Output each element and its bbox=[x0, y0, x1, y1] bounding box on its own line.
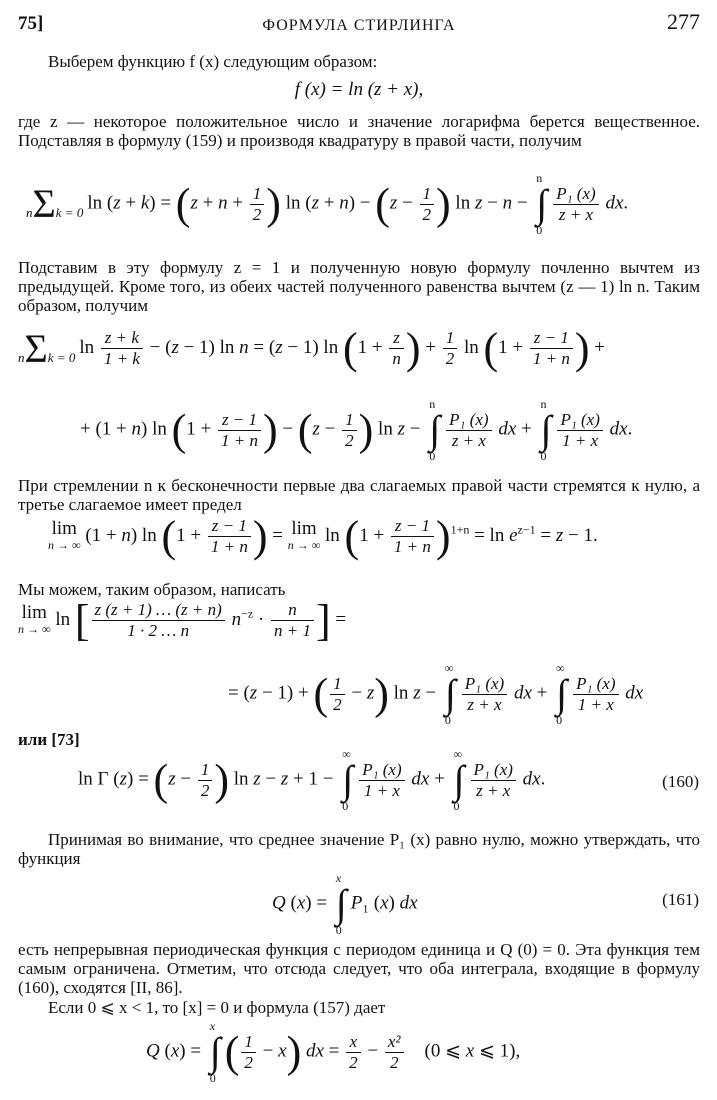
section-number: 75] bbox=[18, 13, 44, 34]
paragraph-5: Мы можем, таким образом, написать bbox=[18, 580, 286, 599]
equation-limit: lim n → ∞ (1 + n) ln (1 + $\frac{z - 1}{1 + n}$ ) = lim n → ∞ ln (1 + $\frac{z - 1}{1 + n}$ )$^{1+n} = \ln e^{z-1} = z - 1$. bbox=[48, 512, 598, 561]
equation-161: Q (x) = x ∫ 0P₁ (x) dx bbox=[272, 871, 418, 937]
running-title: ФОРМУЛА СТИРЛИНГА bbox=[262, 17, 456, 34]
equation-difference-line-1: nΣk = 0 ln $\frac{z + k}{1 + k}$ − (z − 1) ln n = (z − 1) ln (1 + $\frac{z}{n}$ ) + $\frac{1}{2}$ ln (1 + $\frac{z - 1}{1 + n}$ ) + bbox=[18, 324, 605, 373]
page-number: 277 bbox=[667, 9, 700, 34]
equation-f-definition: f (x) = ln (z + x), bbox=[294, 79, 424, 100]
equation-number-161: (161) bbox=[662, 890, 699, 909]
paragraph-1: Выберем функцию f (x) следующим образом: bbox=[48, 52, 378, 71]
equation-Q-interval: Q (x) = x ∫ 0( $\frac{1}{2}$ − x) dx = $\frac{x}{2}$ − $\frac{\text{x²}}{2}$ (0 ⩽ x ⩽ 1), bbox=[146, 1019, 521, 1085]
paragraph-9: Если 0 ⩽ x < 1, то [x] = 0 и формула (157) дает bbox=[48, 998, 386, 1017]
equation-difference-line-2: + (1 + n) ln (1 + $\frac{z - 1}{1 + n}$ ) − (z − $\frac{1}{2}$ ) ln z − n ∫ 0 $\frac{\text{P₁ (x)}}{z + x}$ dx + n ∫ 0 $\frac{\text{P₁ (x)}}{1 + x}$ dx. bbox=[80, 397, 633, 463]
paragraph-8: есть непрерывная периодическая функция с периодом единица и Q (0) = 0. Эта функция тем самым ограничена. Отметим, что отсюда следует, что оба интеграла, входящие в формулу (160), сходятся [II, 86]. bbox=[18, 940, 700, 997]
equation-sum-log: nΣk = 0 ln (z + k) = (z + n + $\frac{1}{2}$ ) ln (z + n) − (z − $\frac{1}{2}$ ) ln z − n − n ∫ 0 $\frac{\text{P₁ (x)}}{z + x}$ dx. bbox=[26, 171, 629, 237]
paragraph-4: При стремлении n к бесконечности первые два слагаемых правой части стремятся к нулю, а третье слагаемое имеет предел bbox=[18, 476, 700, 514]
paragraph-6: или [73] bbox=[18, 730, 80, 749]
equation-lim-ln-product-rhs: = (z − 1) + ( $\frac{1}{2}$ − z) ln z − ∞ ∫ 0 $\frac{\text{P₁ (x)}}{z + x}$ dx + ∞ ∫ 0 $\frac{\text{P₁ (x)}}{1 + x}$ dx bbox=[228, 661, 644, 727]
equation-lim-ln-product: lim n → ∞ ln [ $\frac{z (z + 1) \dots (z + n)}{1 \cdot 2 \dots n}$ $n^{-z}$ · $\frac{n}{n + 1}$ ] = bbox=[18, 596, 347, 645]
paragraph-2: где z — некоторое положительное число и значение логарифма берется вещественное. Подставляя в формулу (159) и производя квадратуру в правой части, получим bbox=[18, 112, 700, 150]
page-header bbox=[18, 9, 700, 36]
paragraph-3: Подставим в эту формулу z = 1 и полученную новую формулу почленно вычтем из предыдущей. Кроме того, из обеих частей полученного равенства вычтем (z — 1) ln n. Таким образом, получим bbox=[18, 258, 700, 315]
paragraph-7: Принимая во внимание, что среднее значение P₁ (x) равно нулю, можно утверждать, что функция bbox=[18, 830, 700, 868]
equation-160: ln Γ (z) = (z − $\frac{1}{2}$ ) ln z − z + 1 − ∞ ∫ 0 $\frac{\text{P₁ (x)}}{1 + x}$ dx + ∞ ∫ 0 $\frac{\text{P₁ (x)}}{z + x}$ dx. bbox=[78, 747, 546, 813]
equation-number-160: (160) bbox=[662, 772, 699, 791]
